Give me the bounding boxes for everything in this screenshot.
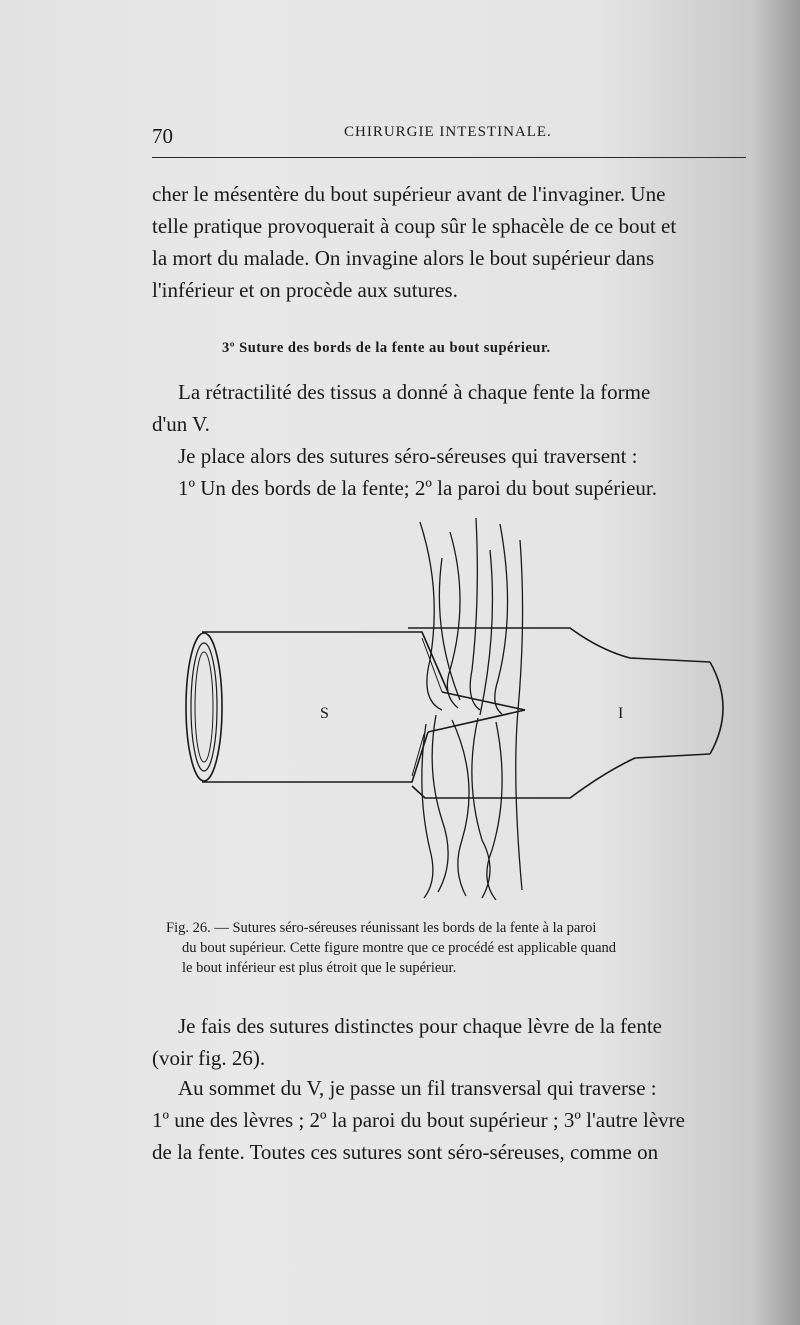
lower-bowel-end <box>710 662 723 754</box>
text-line: 1º une des lèvres ; 2º la paroi du bout supérieur ; 3º l'autre lèvre <box>152 1108 685 1132</box>
text-line: Au sommet du V, je passe un fil transversal qui traverse : <box>178 1076 657 1100</box>
text-line: telle pratique provoquerait à coup sûr le sphacèle de ce bout et <box>152 214 677 238</box>
header-rule <box>152 157 746 158</box>
running-head <box>152 120 752 150</box>
text-line: La rétractilité des tissus a donné à chaque fente la forme <box>178 380 651 404</box>
text-line: la mort du malade. On invagine alors le bout supérieur dans <box>152 246 655 270</box>
caption-line: Fig. 26. — Sutures séro-séreuses réunissant les bords de la fente à la paroi <box>166 920 597 936</box>
paragraph-1 <box>152 178 760 306</box>
figure-caption <box>166 918 758 978</box>
intestinal-suture-figure <box>180 510 740 900</box>
figure-label-lower: I <box>618 705 624 722</box>
text-line: cher le mésentère du bout supérieur avant de l'invaginer. Une <box>152 182 666 206</box>
page-number: 70 <box>152 124 173 148</box>
suture-threads <box>420 518 523 900</box>
upper-bowel-top-wall <box>202 632 448 692</box>
paragraph-4: 1º Un des bords de la fente; 2º la paroi du bout supérieur. <box>178 476 657 500</box>
text-line: de la fente. Toutes ces sutures sont séro-séreuses, comme on <box>152 1140 659 1164</box>
text-line: (voir fig. 26). <box>152 1046 266 1070</box>
running-title: CHIRURGIE INTESTINALE. <box>344 124 552 140</box>
paragraph-2 <box>152 376 760 504</box>
upper-bowel-bottom-wall <box>202 732 428 782</box>
paragraph-5 <box>152 1010 760 1074</box>
figure-label-upper: S <box>320 705 329 722</box>
text-line: d'un V. <box>152 412 210 436</box>
lower-bowel-bottom-wall <box>412 754 710 798</box>
caption-line: du bout supérieur. Cette figure montre que ce procédé est applicable quand <box>182 940 617 956</box>
paragraph-3: Je place alors des sutures séro-séreuses qui traversent : <box>178 444 638 468</box>
text-line: Je fais des sutures distinctes pour chaque lèvre de la fente <box>178 1014 662 1038</box>
caption-line: le bout inférieur est plus étroit que le supérieur. <box>182 960 457 976</box>
text-line: l'inférieur et on procède aux sutures. <box>152 278 458 302</box>
paragraph-6 <box>152 1072 760 1168</box>
section-heading: 3º Suture des bords de la fente au bout supérieur. <box>222 340 551 356</box>
